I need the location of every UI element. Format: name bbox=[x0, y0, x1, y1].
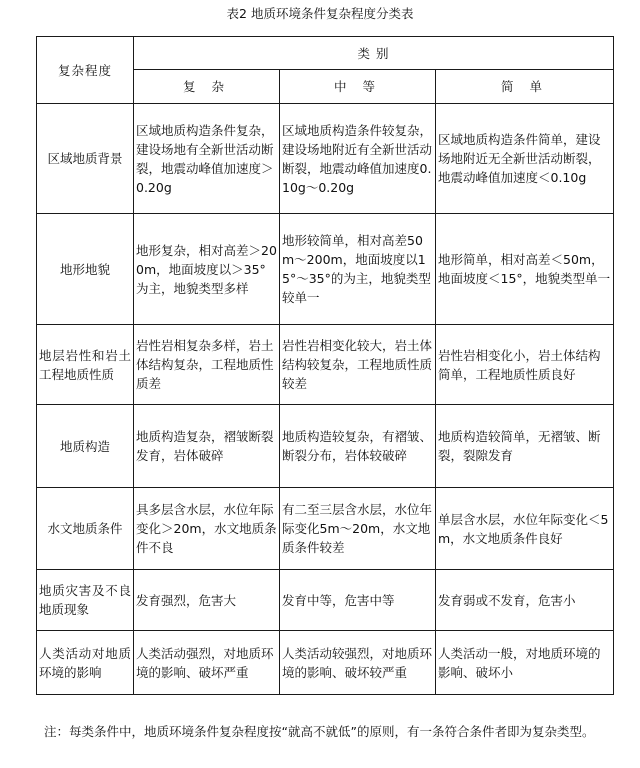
group-header: 类 别 bbox=[134, 37, 614, 70]
cell-simple: 地质构造较简单，无褶皱、断裂，裂隙发育 bbox=[436, 405, 614, 488]
cell-medium: 发育中等，危害中等 bbox=[280, 570, 436, 631]
row-label: 区域地质背景 bbox=[37, 104, 134, 214]
cell-complex: 发育强烈，危害大 bbox=[134, 570, 280, 631]
footnote: 注：每类条件中，地质环境条件复杂程度按“就高不就低”的原则，有一条符合条件者即为复杂类型。 bbox=[44, 724, 595, 739]
cell-simple: 单层含水层，水位年际变化＜5m，水文地质条件良好 bbox=[436, 488, 614, 570]
cell-simple: 人类活动一般，对地质环境的影响、破坏小 bbox=[436, 631, 614, 695]
cell-medium: 人类活动较强烈，对地质环境的影响、破坏较严重 bbox=[280, 631, 436, 695]
corner-header: 复杂程度 bbox=[37, 37, 134, 104]
cell-medium: 地质构造较复杂，有褶皱、断裂分布，岩体较破碎 bbox=[280, 405, 436, 488]
cell-medium: 岩性岩相变化较大，岩土体结构较复杂，工程地质性质较差 bbox=[280, 325, 436, 405]
cell-complex: 地形复杂，相对高差＞200m，地面坡度以＞35°为主，地貌类型多样 bbox=[134, 214, 280, 325]
table-row bbox=[37, 488, 614, 570]
cell-medium: 有二至三层含水层，水位年际变化5m～20m，水文地质条件较差 bbox=[280, 488, 436, 570]
column-header-medium: 中 等 bbox=[280, 70, 436, 104]
row-label: 水文地质条件 bbox=[37, 488, 134, 570]
cell-complex: 地质构造复杂，褶皱断裂发育，岩体破碎 bbox=[134, 405, 280, 488]
header-row bbox=[37, 37, 614, 70]
table-row bbox=[37, 405, 614, 488]
cell-medium: 区域地质构造条件较复杂，建设场地附近有全新世活动断裂，地震动峰值加速度0.10g～0.20g bbox=[280, 104, 436, 214]
cell-medium: 地形较简单，相对高差50m～200m，地面坡度以15°～35°的为主，地貌类型较单一 bbox=[280, 214, 436, 325]
cell-complex: 具多层含水层，水位年际变化＞20m，水文地质条件不良 bbox=[134, 488, 280, 570]
classification-table bbox=[36, 36, 614, 695]
cell-simple: 区域地质构造条件简单，建设场地附近无全新世活动断裂，地震动峰值加速度＜0.10g bbox=[436, 104, 614, 214]
table-row bbox=[37, 214, 614, 325]
table-row bbox=[37, 570, 614, 631]
cell-complex: 人类活动强烈，对地质环境的影响、破坏严重 bbox=[134, 631, 280, 695]
table-row bbox=[37, 325, 614, 405]
row-label: 地质灾害及不良地质现象 bbox=[37, 570, 134, 631]
cell-complex: 岩性岩相复杂多样，岩土体结构复杂，工程地质性质差 bbox=[134, 325, 280, 405]
cell-complex: 区域地质构造条件复杂，建设场地有全新世活动断裂，地震动峰值加速度＞0.20g bbox=[134, 104, 280, 214]
cell-simple: 地形简单，相对高差＜50m，地面坡度＜15°，地貌类型单一 bbox=[436, 214, 614, 325]
table-row bbox=[37, 631, 614, 695]
column-header-simple: 简 单 bbox=[436, 70, 614, 104]
row-label: 地层岩性和岩土工程地质性质 bbox=[37, 325, 134, 405]
row-label: 地形地貌 bbox=[37, 214, 134, 325]
table-caption: 表2 地质环境条件复杂程度分类表 bbox=[226, 6, 414, 21]
cell-simple: 发育弱或不发育，危害小 bbox=[436, 570, 614, 631]
table-row bbox=[37, 104, 614, 214]
column-header-complex: 复 杂 bbox=[134, 70, 280, 104]
cell-simple: 岩性岩相变化小，岩土体结构简单，工程地质性质良好 bbox=[436, 325, 614, 405]
row-label: 人类活动对地质环境的影响 bbox=[37, 631, 134, 695]
row-label: 地质构造 bbox=[37, 405, 134, 488]
